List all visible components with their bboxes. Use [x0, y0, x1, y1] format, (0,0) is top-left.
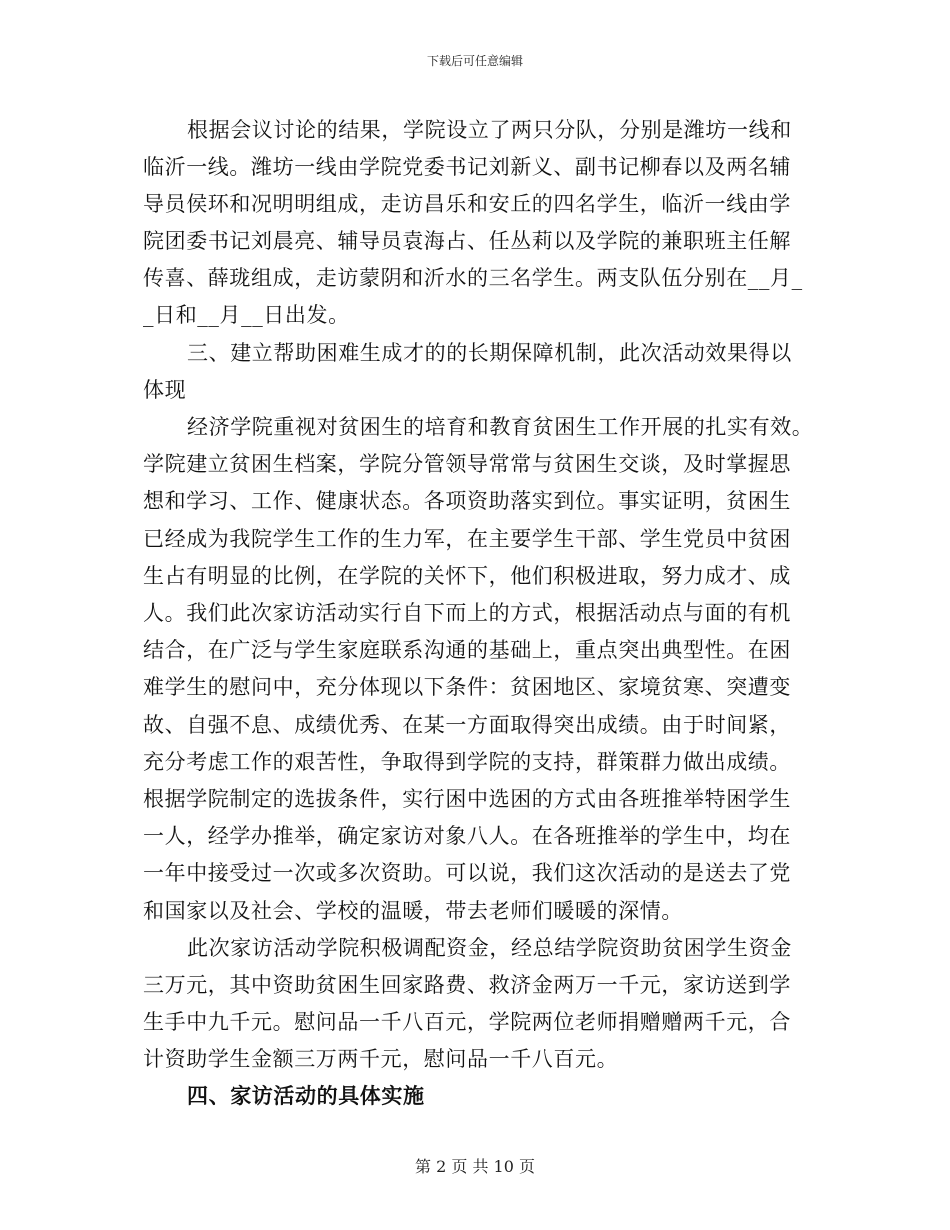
body-line: 根据会议讨论的结果，学院设立了两只分队，分别是潍坊一线和 [187, 118, 792, 142]
body-line: 已经成为我院学生工作的生力军，在主要学生干部、学生党员中贫困 [143, 527, 791, 551]
body-line: 院团委书记刘晨亮、辅导员袁海占、任丛莉以及学院的兼职班主任解 [143, 229, 791, 253]
body-line: 导员侯环和况明明组成，走访昌乐和安丘的四名学生，临沂一线由学 [143, 192, 791, 216]
body-line: 一人，经学办推举，确定家访对象八人。在各班推举的学生中，均在 [143, 824, 791, 848]
body-line: 充分考虑工作的艰苦性，争取得到学院的支持，群策群力做出成绩。 [143, 750, 791, 774]
body-line: 生手中九千元。慰问品一千八百元，学院两位老师捐赠赠两千元，合 [143, 1010, 791, 1034]
body-line: 生占有明显的比例，在学院的关怀下，他们积极进取，努力成才、成 [143, 564, 791, 588]
page-number: 第 2 页 共 10 页 [415, 1157, 535, 1176]
body-line: 难学生的慰问中，充分体现以下条件：贫困地区、家境贫寒、突遭变 [143, 675, 791, 699]
body-line: 体现 [143, 378, 187, 402]
body-line: 三万元，其中资助贫困生回家路费、救济金两万一千元，家访送到学 [143, 973, 791, 997]
body-line: 此次家访活动学院积极调配资金，经总结学院资助贫困学生资金 [187, 936, 792, 960]
body-line: 学院建立贫困生档案，学院分管领导常常与贫困生交谈，及时掌握思 [143, 452, 791, 476]
body-line: 经济学院重视对贫困生的培育和教育贫困生工作开展的扎实有效。 [187, 415, 814, 439]
body-line: 计资助学生金额三万两千元，慰问品一千八百元。 [143, 1047, 619, 1071]
body-line: 一年中接受过一次或多次资助。可以说，我们这次活动的是送去了党 [143, 861, 791, 885]
section-heading: 四、家访活动的具体实施 [187, 1083, 425, 1108]
body-line: _日和__月__日出发。 [143, 303, 350, 327]
body-line: 结合，在广泛与学生家庭联系沟通的基础上，重点突出典型性。在困 [143, 638, 791, 662]
body-line: 人。我们此次家访活动实行自下而上的方式，根据活动点与面的有机 [143, 601, 791, 625]
body-line: 三、建立帮助困难生成才的的长期保障机制，此次活动效果得以 [187, 341, 792, 365]
body-line: 想和学习、工作、健康状态。各项资助落实到位。事实证明，贫困生 [143, 489, 791, 513]
body-line: 和国家以及社会、学校的温暖，带去老师们暖暖的深情。 [143, 899, 683, 923]
body-line: 临沂一线。潍坊一线由学院党委书记刘新义、副书记柳春以及两名辅 [143, 155, 791, 179]
body-line: 根据学院制定的选拔条件，实行困中选困的方式由各班推举特困学生 [143, 787, 791, 811]
page-header-note: 下载后可任意编辑 [426, 54, 523, 68]
body-line: 故、自强不息、成绩优秀、在某一方面取得突出成绩。由于时间紧， [143, 713, 791, 737]
body-line: 传喜、薛珑组成，走访蒙阴和沂水的三名学生。两支队伍分别在__月_ [143, 266, 803, 290]
